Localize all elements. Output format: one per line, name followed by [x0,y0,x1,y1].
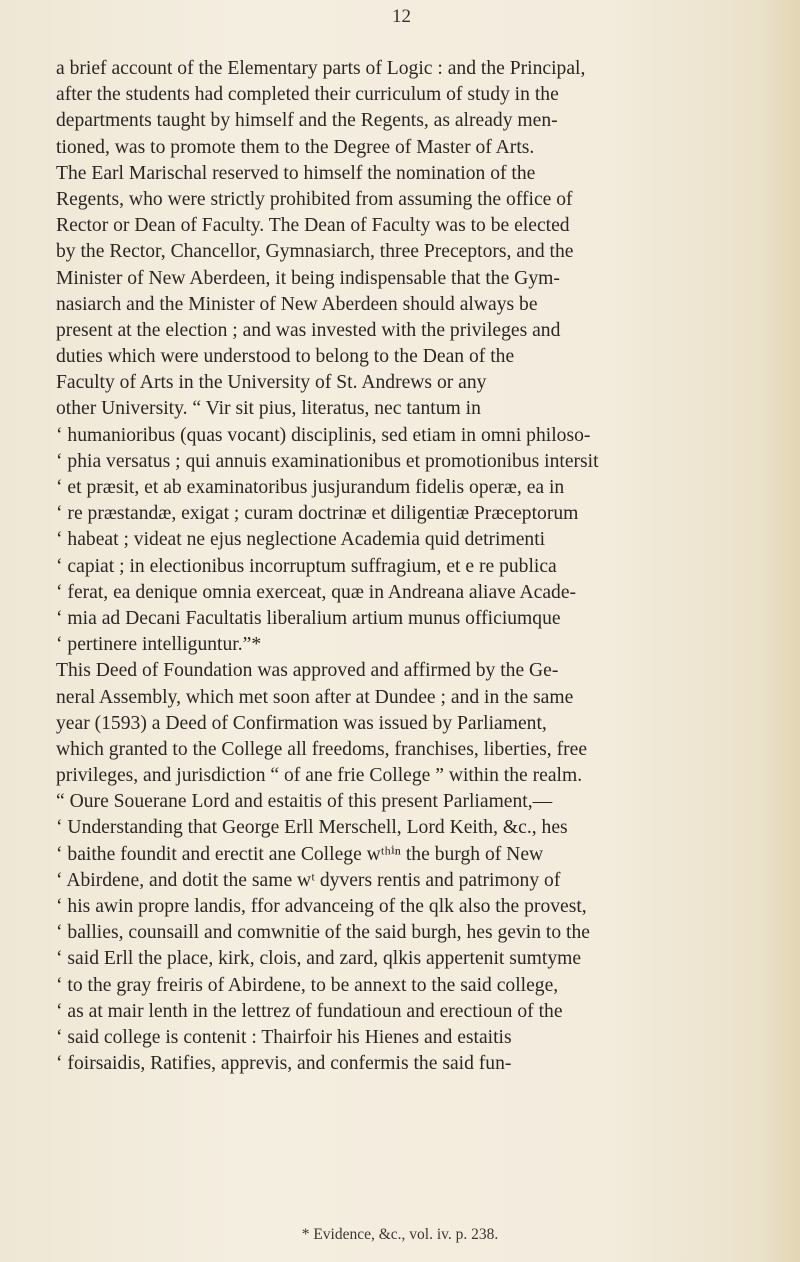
text-line: present at the election ; and was invested with the privileges and [56,319,561,341]
text-line: ‘ said Erll the place, kirk, clois, and zard, qlkis appertenit sumtyme [56,948,582,970]
text-line: ‘ as at mair lenth in the lettrez of fundatioun and erectioun of the [56,1000,563,1022]
text-line: ‘ said college is contenit : Thairfoir his Hienes and estaitis [56,1026,512,1048]
text-line: which granted to the College all freedoms, franchises, liberties, free [56,738,588,760]
text-line: ‘ habeat ; videat ne ejus neglectione Academia quid detrimenti [56,529,546,551]
text-line: Rector or Dean of Faculty. The Dean of Faculty was to be elected [56,215,570,237]
text-line: departments taught by himself and the Regents, as already men- [56,110,558,132]
text-line: nasiarch and the Minister of New Aberdeen should always be [56,293,538,315]
text-line: year (1593) a Deed of Confirmation was issued by Parliament, [56,712,547,734]
text-line: by the Rector, Chancellor, Gymnasiarch, three Preceptors, and the [56,241,574,263]
text-line: ‘ humanioribus (quas vocant) disciplinis, sed etiam in omni philoso- [56,424,591,446]
text-line: a brief account of the Elementary parts of Logic : and the Principal, [56,58,586,79]
text-line: ‘ ballies, counsaill and comwnitie of the said burgh, hes gevin to the [56,922,590,944]
text-line: after the students had completed their curriculum of study in the [56,84,559,106]
page-number: 12 [392,6,411,27]
text-line: “ Oure Souerane Lord and estaitis of this present Parliament,— [56,791,553,813]
text-line: neral Assembly, which met soon after at Dundee ; and in the same [56,686,574,708]
text-line: This Deed of Foundation was approved and affirmed by the Ge- [56,660,559,682]
text-line: ‘ baithe foundit and erectit ane College wᵗʰⁱⁿ the burgh of New [56,843,544,865]
text-line: ‘ phia versatus ; qui annuis examinationibus et promotionibus intersit [56,450,599,472]
text-line: tioned, was to promote them to the Degree of Master of Arts. [56,136,535,158]
text-line: duties which were understood to belong to the Dean of the [56,346,515,368]
text-line: ‘ to the gray freiris of Abirdene, to be annext to the said college, [56,974,559,996]
text-line: ‘ pertinere intelliguntur.”* [56,634,262,656]
text-line: The Earl Marischal reserved to himself the nomination of the [56,162,536,184]
text-line: ‘ mia ad Decani Facultatis liberalium artium munus officiumque [56,607,561,629]
text-line: ‘ foirsaidis, Ratifies, apprevis, and confermis the said fun- [56,1053,512,1075]
text-line: ‘ re præstandæ, exigat ; curam doctrinæ et diligentiæ Præceptorum [56,503,579,525]
text-line: ‘ his awin propre landis, ffor advanceing of the qlk also the provest, [56,896,587,917]
text-line: ‘ et præsit, et ab examinatoribus jusjurandum fidelis operæ, ea in [56,477,565,498]
text-line: ‘ Understanding that George Erll Merschell, Lord Keith, &c., hes [56,817,568,839]
footnote: * Evidence, &c., vol. iv. p. 238. [301,1226,499,1243]
text-line: Faculty of Arts in the University of St. Andrews or any [56,372,487,394]
body-text [56,56,784,1077]
text-line: ‘ capiat ; in electionibus incorruptum suffragium, et e re publica [56,555,557,577]
text-line: ‘ ferat, ea denique omnia exerceat, quæ in Andreana aliave Acade- [56,581,577,603]
text-line: Minister of New Aberdeen, it being indispensable that the Gym- [56,267,560,289]
text-line: other University. “ Vir sit pius, literatus, nec tantum in [56,398,481,420]
text-line: Regents, who were strictly prohibited from assuming the office of [56,188,573,210]
text-line: privileges, and jurisdiction “ of ane frie College ” within the realm. [56,765,583,787]
text-line: ‘ Abirdene, and dotit the same wᵗ dyvers rentis and patrimony of [56,869,561,891]
